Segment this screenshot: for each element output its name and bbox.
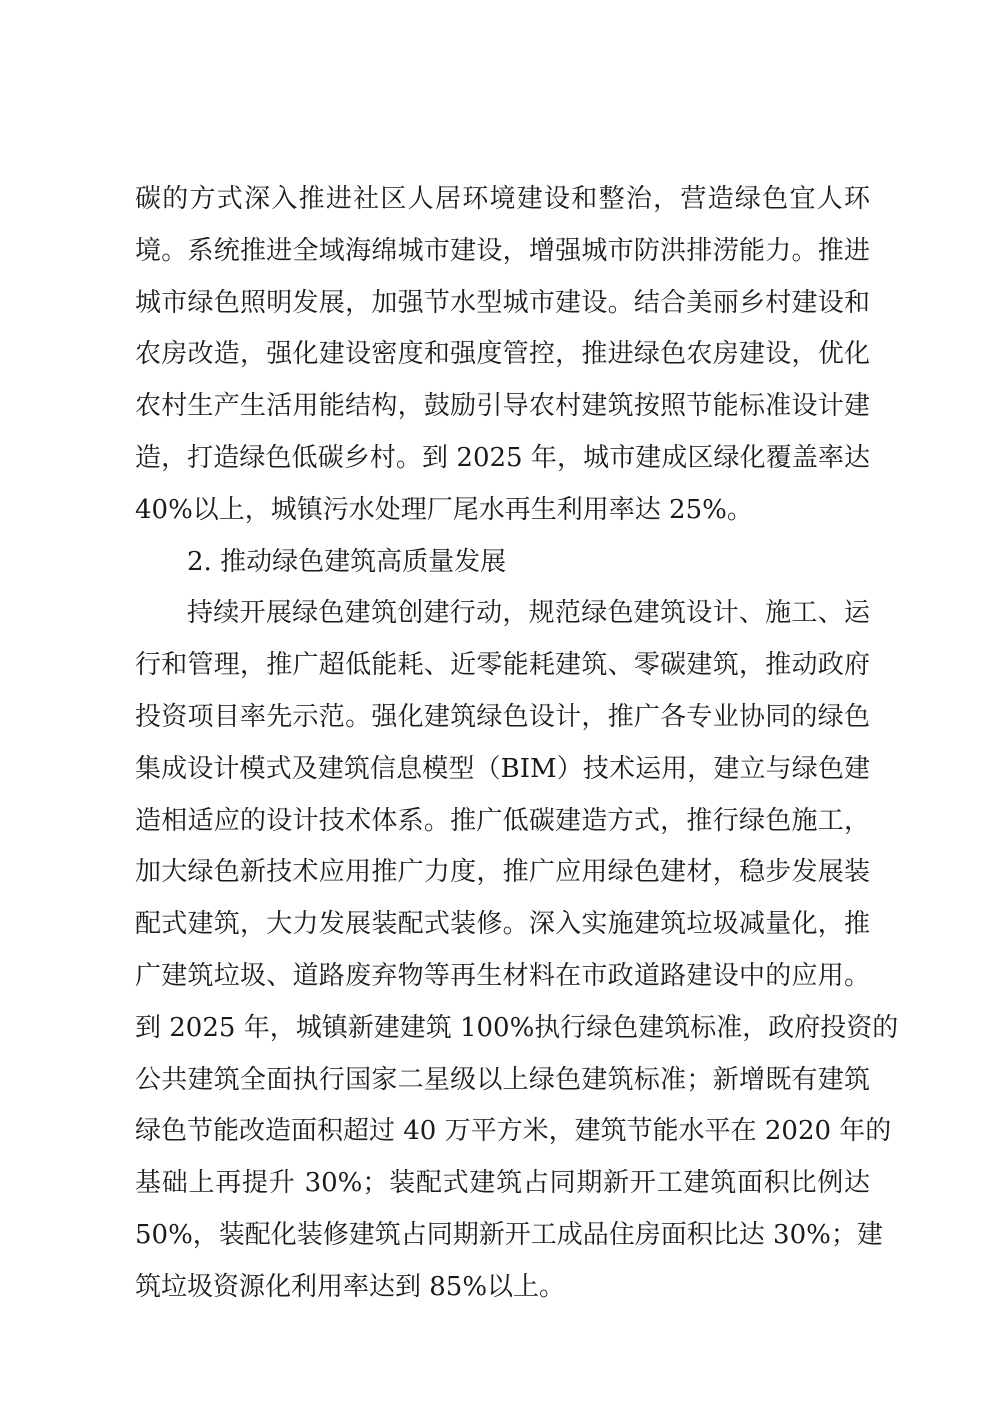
paragraph-line: 城市绿色照明发展，加强节水型城市建设。结合美丽乡村建设和 bbox=[135, 287, 870, 318]
paragraph-line: 行和管理，推广超低能耗、近零能耗建筑、零碳建筑，推动政府 bbox=[135, 650, 870, 681]
paragraph-line: 公共建筑全面执行国家二星级以上绿色建筑标准；新增既有建筑 bbox=[135, 1064, 870, 1095]
paragraph-line: 50%，装配化装修建筑占同期新开工成品住房面积比达 30%；建 bbox=[135, 1219, 883, 1250]
paragraph-line: 广建筑垃圾、道路废弃物等再生材料在市政道路建设中的应用。 bbox=[135, 960, 870, 991]
paragraph-line: 配式建筑，大力发展装配式装修。深入实施建筑垃圾减量化，推 bbox=[135, 909, 870, 940]
paragraph-line: 农房改造，强化建设密度和强度管控，推进绿色农房建设，优化 bbox=[135, 339, 870, 370]
paragraph-1 bbox=[135, 174, 870, 537]
paragraph-line: 集成设计模式及建筑信息模型（BIM）技术运用，建立与绿色建 bbox=[135, 753, 870, 784]
paragraph-line: 农村生产生活用能结构，鼓励引导农村建筑按照节能标准设计建 bbox=[135, 391, 870, 422]
paragraph-line: 碳的方式深入推进社区人居环境建设和整治，营造绿色宜人环 bbox=[135, 184, 870, 214]
paragraph-line: 绿色节能改造面积超过 40 万平方米，建筑节能水平在 2020 年的 bbox=[135, 1116, 892, 1147]
section-heading: 2. 推动绿色建筑高质量发展 bbox=[187, 546, 507, 577]
paragraph-line: 造，打造绿色低碳乡村。到 2025 年，城市建成区绿化覆盖率达 bbox=[135, 442, 870, 473]
paragraph-line: 投资项目率先示范。强化建筑绿色设计，推广各专业协同的绿色 bbox=[135, 701, 870, 732]
paragraph-line: 40%以上，城镇污水处理厂尾水再生利用率达 25%。 bbox=[135, 494, 753, 525]
paragraph-line: 持续开展绿色建筑创建行动，规范绿色建筑设计、施工、运 bbox=[187, 598, 870, 629]
paragraph-line: 加大绿色新技术应用推广力度，推广应用绿色建材，稳步发展装 bbox=[135, 857, 870, 888]
paragraph-line: 造相适应的设计技术体系。推广低碳建造方式，推行绿色施工， bbox=[135, 805, 870, 836]
paragraph-2 bbox=[135, 588, 899, 1313]
paragraph-line: 筑垃圾资源化利用率达到 85%以上。 bbox=[135, 1271, 566, 1302]
paragraph-line: 到 2025 年，城镇新建建筑 100%执行绿色建筑标准，政府投资的 bbox=[135, 1012, 899, 1043]
paragraph-line: 基础上再提升 30%；装配式建筑占同期新开工建筑面积比例达 bbox=[135, 1168, 870, 1199]
body-text bbox=[135, 174, 899, 1314]
paragraph-line: 境。系统推进全域海绵城市建设，增强城市防洪排涝能力。推进 bbox=[135, 235, 870, 266]
